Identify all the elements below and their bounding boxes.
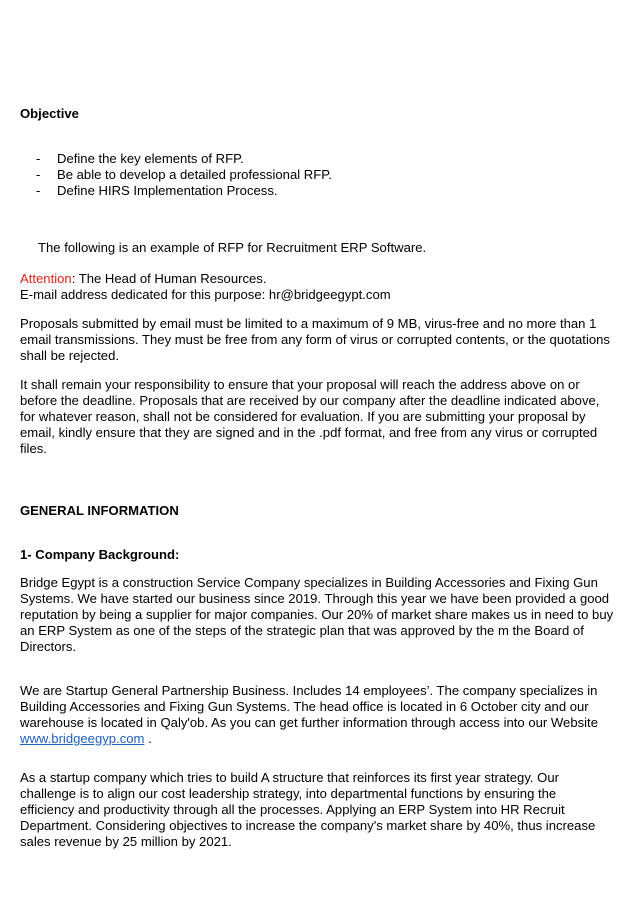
paragraph-line: sales revenue by 25 million by 2021. (20, 834, 232, 849)
objective-item: Define HIRS Implementation Process. (57, 183, 278, 198)
objective-item: Be able to develop a detailed professional RFP. (57, 167, 332, 182)
paragraph-line: Systems. We have started our business since 2019. Through this year we have been provided a good (20, 591, 610, 606)
paragraph-line: efficiency and productivity through all the processes. Applying an ERP System into HR Recruit (20, 802, 565, 817)
paragraph-line: Proposals submitted by email must be limited to a maximum of 9 MB, virus-free and no more than 1 (20, 316, 597, 331)
paragraph-line: shall be rejected. (20, 348, 119, 363)
paragraph-line: before the deadline. Proposals that are received by our company after the deadline indicated above, (20, 393, 600, 408)
general-information-heading: GENERAL INFORMATION (20, 503, 179, 518)
bullet-marker: - (36, 151, 41, 166)
paragraph-line: Bridge Egypt is a construction Service Company specializes in Building Accessories and Fixing Gun (20, 575, 598, 590)
paragraph-line: Department. Considering objectives to increase the company's market share by 40%, thus increase (20, 818, 596, 833)
paragraph-line: Directors. (20, 639, 77, 654)
paragraph-line: warehouse is located in Qaly'ob. As you can get further information through access into our Website (20, 715, 598, 730)
paragraph-line: Building Accessories and Fixing Gun Systems. The head office is located in 6 October city and our (20, 699, 589, 714)
paragraph-line: an ERP System as one of the steps of the strategic plan that was approved by the m the Board of (20, 623, 584, 638)
website-link[interactable]: www.bridgeegyp.com (20, 731, 145, 746)
attention-label: Attention (20, 271, 72, 286)
website-suffix: . (144, 731, 152, 746)
attention-line (20, 271, 267, 287)
website-line (20, 731, 152, 747)
objective-heading: Objective (20, 106, 79, 121)
bullet-marker: - (36, 183, 41, 198)
email-line: E-mail address dedicated for this purpose: hr@bridgeegypt.com (20, 287, 391, 302)
paragraph-line: We are Startup General Partnership Business. Includes 14 employees’. The company specializes in (20, 683, 598, 698)
intro-line: The following is an example of RFP for Recruitment ERP Software. (38, 240, 427, 255)
paragraph-line: email transmissions. They must be free from any form of virus or corrupted contents, or the quotations (20, 332, 610, 347)
objective-item: Define the key elements of RFP. (57, 151, 244, 166)
paragraph-line: files. (20, 441, 47, 456)
bullet-marker: - (36, 167, 41, 182)
paragraph-line: As a startup company which tries to build A structure that reinforces its first year strategy. Our (20, 770, 560, 785)
company-background-heading: 1- Company Background: (20, 547, 180, 562)
paragraph-line: reputation by being a supplier for major companies. Our 20% of market share makes us in need to buy (20, 607, 614, 622)
paragraph-line: email, kindly ensure that they are signed and in the .pdf format, and free from any virus or corrupted (20, 425, 598, 440)
paragraph-line: It shall remain your responsibility to ensure that your proposal will reach the address above on or (20, 377, 580, 392)
paragraph-line: for whatever reason, shall not be considered for evaluation. If you are submitting your proposal by (20, 409, 586, 424)
paragraph-line: challenge is to align our cost leadership strategy, into departmental functions by ensuring the (20, 786, 557, 801)
attention-recipient: : The Head of Human Resources. (71, 271, 267, 286)
